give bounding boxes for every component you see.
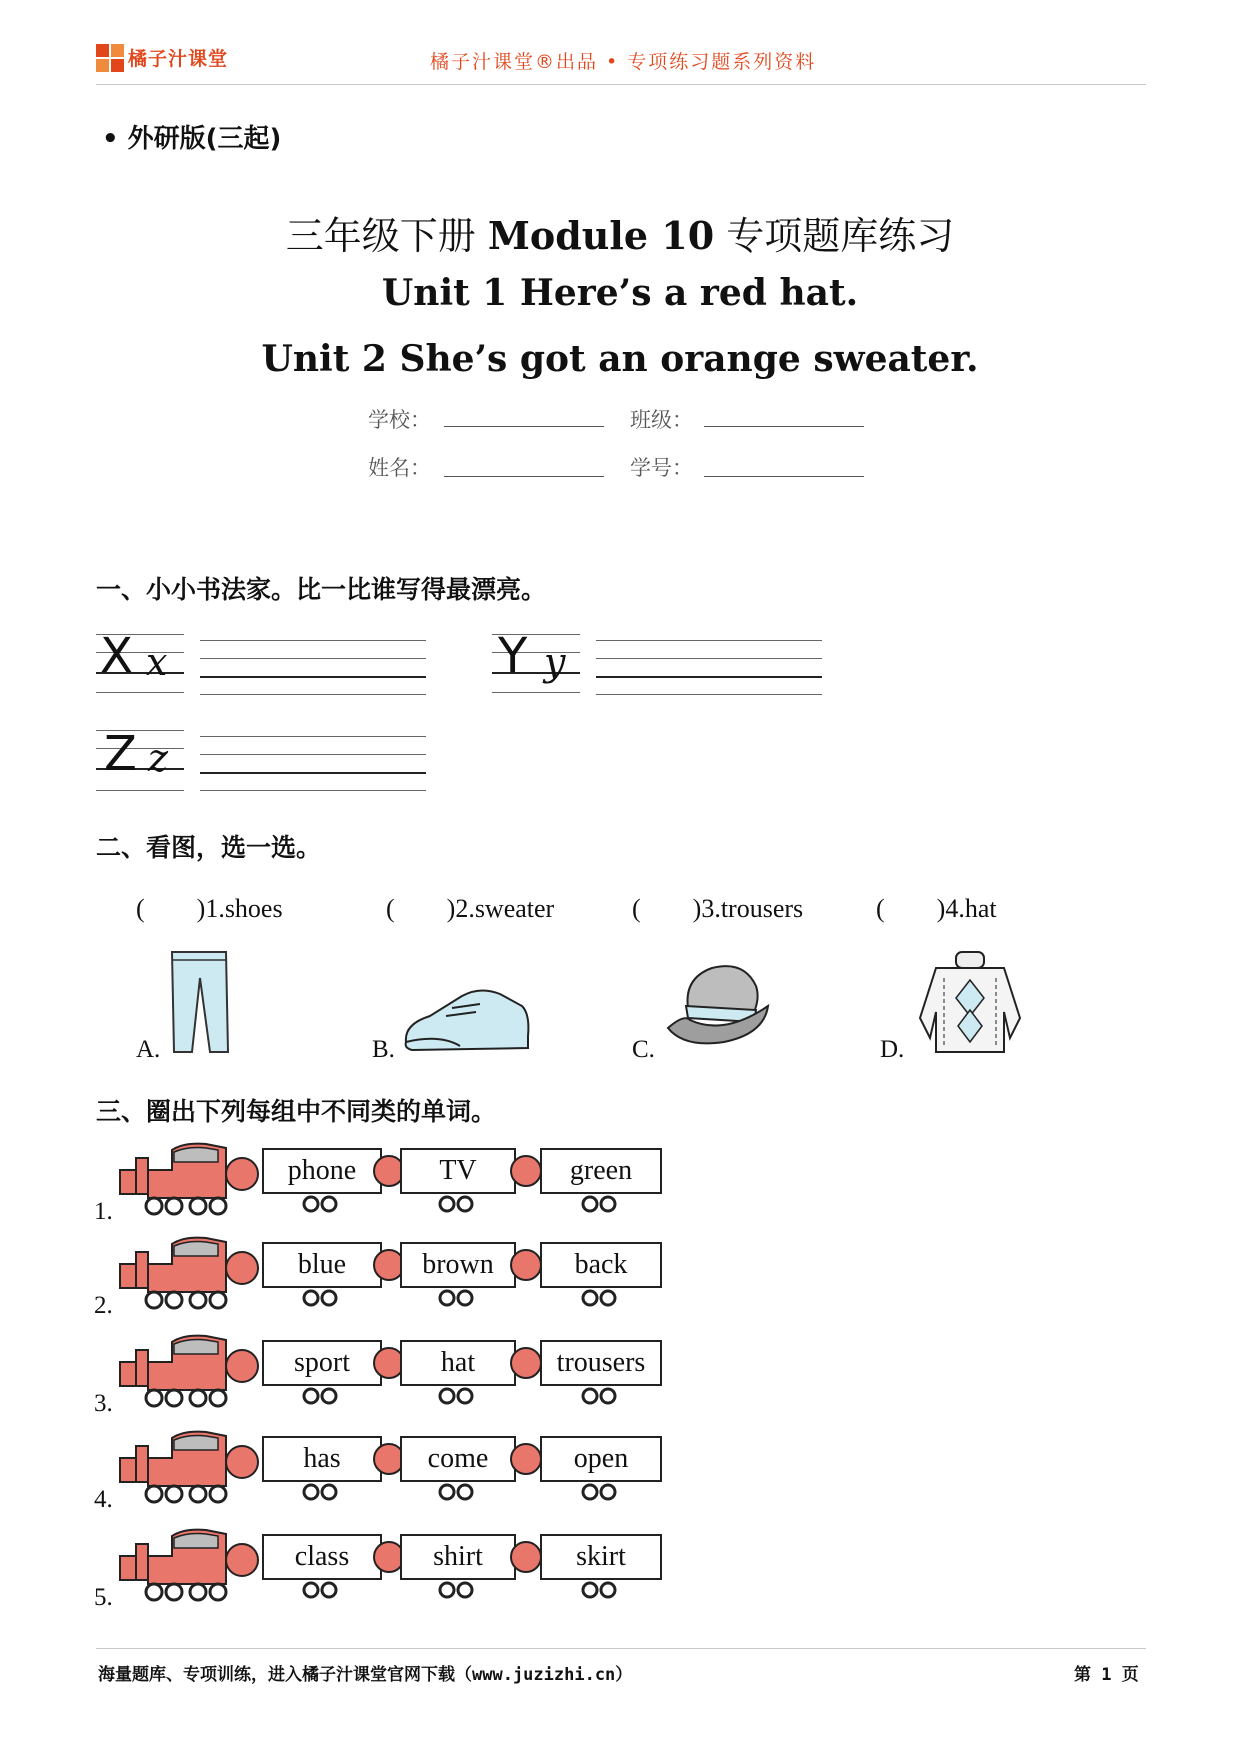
train-car-word[interactable]: skirt bbox=[540, 1534, 662, 1580]
choice-item-2[interactable]: ( )2.sweater bbox=[386, 894, 555, 923]
train-car-word[interactable]: hat bbox=[400, 1340, 516, 1386]
option-b-label: B. bbox=[372, 1036, 395, 1063]
hat-icon bbox=[664, 958, 774, 1054]
train-number: 3. bbox=[94, 1390, 113, 1417]
wheels-icon bbox=[300, 1288, 340, 1308]
unit2-title: Unit 2 She’s got an orange sweater. bbox=[261, 338, 979, 380]
header-tagline: 橘子汁课堂®出品 • 专项练习题系列资料 bbox=[430, 51, 817, 73]
wheels-icon bbox=[579, 1386, 619, 1406]
train-car-word[interactable]: shirt bbox=[400, 1534, 516, 1580]
train-car-word[interactable]: open bbox=[540, 1436, 662, 1482]
choice-item-1[interactable]: ( )1.shoes bbox=[136, 894, 283, 923]
wheels-icon bbox=[300, 1386, 340, 1406]
writing-lines-z[interactable] bbox=[200, 736, 426, 792]
section3-heading: 三、圈出下列每组中不同类的单词。 bbox=[96, 1097, 497, 1126]
header-divider bbox=[96, 84, 1146, 85]
option-d-label: D. bbox=[880, 1036, 905, 1063]
sweater-icon bbox=[914, 948, 1026, 1056]
wheels-icon bbox=[436, 1288, 476, 1308]
train-car-word[interactable]: sport bbox=[262, 1340, 382, 1386]
edition-label: • 外研版(三起) bbox=[102, 124, 282, 154]
wheels-icon bbox=[300, 1482, 340, 1502]
option-c-label: C. bbox=[632, 1036, 655, 1063]
letter-sample-z: Z z bbox=[96, 728, 188, 792]
locomotive-icon bbox=[114, 1526, 264, 1602]
letter-sample-y: Y y bbox=[492, 632, 584, 696]
name-label: 姓名： bbox=[368, 456, 431, 480]
coupler-icon bbox=[509, 1248, 543, 1282]
train-number: 4. bbox=[94, 1486, 113, 1513]
train-car-word[interactable]: blue bbox=[262, 1242, 382, 1288]
train-number: 2. bbox=[94, 1292, 113, 1319]
shoe-icon bbox=[400, 984, 532, 1056]
footer-divider bbox=[96, 1648, 1146, 1649]
brand-name: 橘子汁课堂 bbox=[128, 48, 229, 70]
wheels-icon bbox=[436, 1194, 476, 1214]
train-car-word[interactable]: come bbox=[400, 1436, 516, 1482]
trousers-icon bbox=[166, 948, 232, 1056]
school-input-line[interactable] bbox=[444, 426, 604, 427]
choice-item-4[interactable]: ( )4.hat bbox=[876, 894, 997, 923]
coupler-icon bbox=[509, 1540, 543, 1574]
train-car-word[interactable]: green bbox=[540, 1148, 662, 1194]
student-no-input-line[interactable] bbox=[704, 476, 864, 477]
choice-item-3[interactable]: ( )3.trousers bbox=[632, 894, 804, 923]
wheels-icon bbox=[579, 1482, 619, 1502]
wheels-icon bbox=[579, 1288, 619, 1308]
wheels-icon bbox=[300, 1580, 340, 1600]
locomotive-icon bbox=[114, 1234, 264, 1310]
section1-heading: 一、小小书法家。比一比谁写得最漂亮。 bbox=[96, 575, 547, 604]
option-a-label: A. bbox=[136, 1036, 161, 1063]
train-car-word[interactable]: TV bbox=[400, 1148, 516, 1194]
wheels-icon bbox=[579, 1580, 619, 1600]
train-car-word[interactable]: phone bbox=[262, 1148, 382, 1194]
page-number: 第 1 页 bbox=[1074, 1665, 1139, 1685]
school-label: 学校： bbox=[368, 408, 431, 432]
coupler-icon bbox=[509, 1346, 543, 1380]
coupler-icon bbox=[509, 1442, 543, 1476]
train-car-word[interactable]: trousers bbox=[540, 1340, 662, 1386]
locomotive-icon bbox=[114, 1140, 264, 1216]
name-input-line[interactable] bbox=[444, 476, 604, 477]
brand-logo-icon bbox=[96, 44, 124, 72]
section2-heading: 二、看图，选一选。 bbox=[96, 833, 322, 862]
wheels-icon bbox=[436, 1482, 476, 1502]
train-car-word[interactable]: class bbox=[262, 1534, 382, 1580]
wheels-icon bbox=[579, 1194, 619, 1214]
writing-lines-y[interactable] bbox=[596, 640, 822, 696]
wheels-icon bbox=[436, 1580, 476, 1600]
train-number: 1. bbox=[94, 1198, 113, 1225]
train-car-word[interactable]: has bbox=[262, 1436, 382, 1482]
class-input-line[interactable] bbox=[704, 426, 864, 427]
unit1-title: Unit 1 Here’s a red hat. bbox=[381, 272, 859, 314]
locomotive-icon bbox=[114, 1428, 264, 1504]
wheels-icon bbox=[436, 1386, 476, 1406]
train-car-word[interactable]: brown bbox=[400, 1242, 516, 1288]
wheels-icon bbox=[300, 1194, 340, 1214]
train-number: 5. bbox=[94, 1584, 113, 1611]
locomotive-icon bbox=[114, 1332, 264, 1408]
train-car-word[interactable]: back bbox=[540, 1242, 662, 1288]
worksheet-title: 三年级下册 Module 10 专项题库练习 bbox=[285, 213, 955, 258]
writing-lines-x[interactable] bbox=[200, 640, 426, 696]
class-label: 班级： bbox=[630, 408, 693, 432]
coupler-icon bbox=[509, 1154, 543, 1188]
footer-note: 海量题库、专项训练，进入橘子汁课堂官网下载（www.juzizhi.cn） bbox=[98, 1665, 633, 1685]
student-no-label: 学号： bbox=[630, 456, 693, 480]
letter-sample-x: X x bbox=[96, 632, 188, 696]
